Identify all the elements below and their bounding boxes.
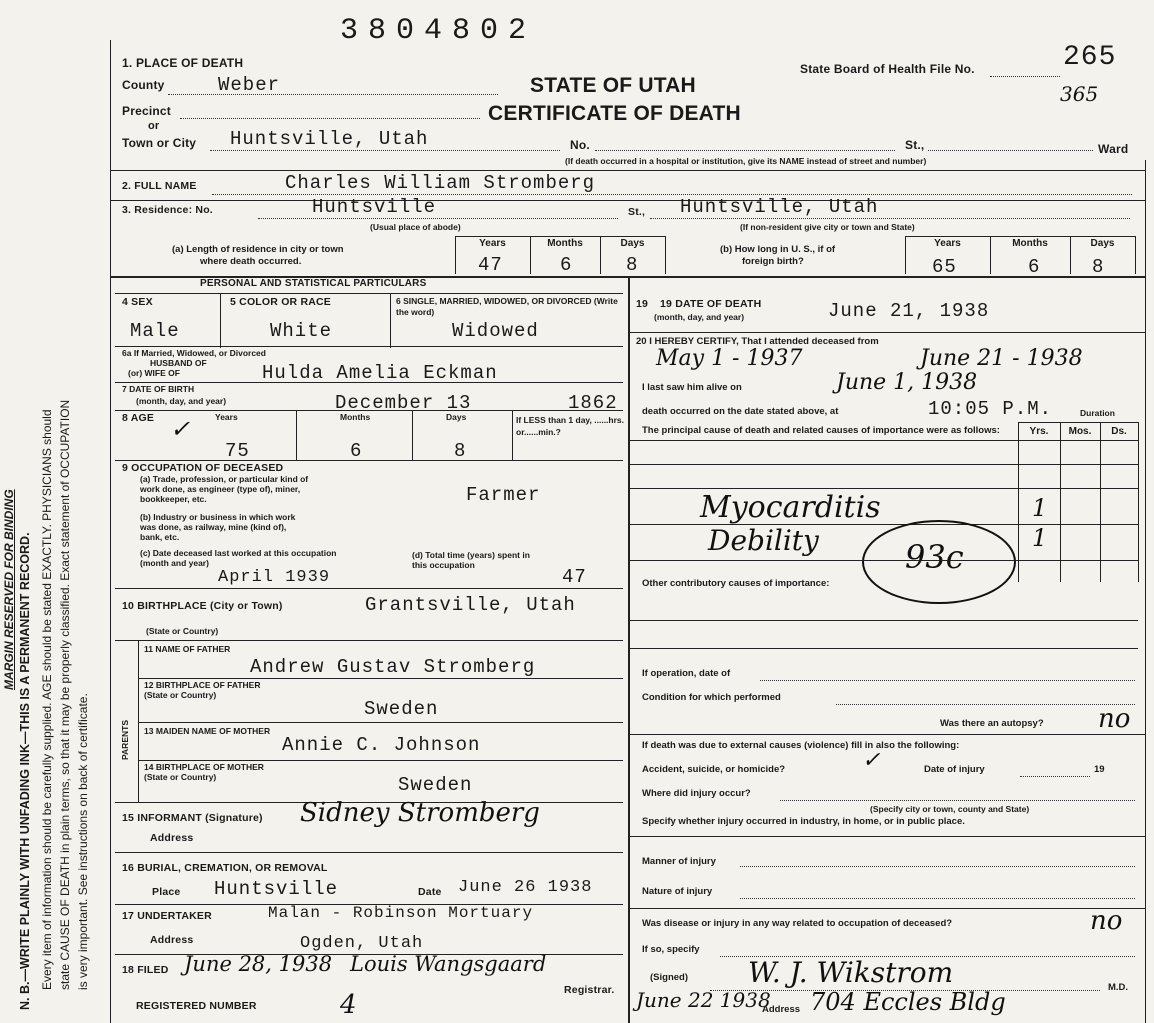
dob-value: December 13 (335, 392, 472, 414)
cause2-value: Debility (708, 524, 819, 557)
ds-header: Ds. (1111, 426, 1127, 437)
full-name-value: Charles William Stromberg (285, 172, 596, 194)
time-value: 10:05 P.M. (928, 398, 1053, 420)
sex-label: 4 SEX (122, 296, 153, 308)
precinct-label: Precinct (122, 104, 171, 118)
res-years-header: Years (479, 238, 506, 249)
birthplace-value: Grantsville, Utah (365, 594, 576, 616)
injury-date-label: Date of injury (924, 764, 985, 775)
marital-label: 6 SINGLE, MARRIED, WIDOWED, OR DIVORCED (Write the word) (396, 296, 618, 317)
town-value: Huntsville, Utah (230, 128, 429, 150)
ward-label: Ward (1098, 142, 1129, 156)
residence-st-label: St., (628, 206, 646, 218)
registered-number-value: 4 (340, 990, 357, 1020)
condition-label: Condition for which performed (642, 692, 781, 703)
cause1-years: 1 (1032, 494, 1048, 522)
birthplace-label: 10 BIRTHPLACE (City or Town) (122, 600, 283, 612)
sex-value: Male (130, 320, 180, 342)
signed-date: June 22 1938 (636, 988, 771, 1012)
cause-code: 93c (905, 538, 964, 576)
occupation-d-label: (d) Total time (years) spent in this occupation (412, 550, 530, 570)
dob-year: 1862 (568, 392, 618, 414)
margin-line2: Every item of information should be carefully supplied. AGE should be stated EXACTLY. PHYSICIANS should (40, 409, 54, 990)
res-days: 8 (626, 254, 639, 276)
occ-related-value: no (1090, 906, 1123, 936)
undertaker-label: 17 UNDERTAKER (122, 910, 212, 922)
last-saw-label: I last saw him alive on (642, 382, 742, 393)
nonres-note: (If non-resident give city or town and State) (740, 222, 915, 232)
burial-date-value: June 26 1938 (458, 878, 593, 897)
operation-label: If operation, date of (642, 668, 731, 679)
hospital-note: (If death occurred in a hospital or institution, give its NAME instead of street and number) (565, 156, 927, 166)
spouse-label-b: HUSBAND OF (150, 358, 207, 368)
occupation-heading: 9 OCCUPATION OF DECEASED (122, 462, 284, 474)
external-causes-label: If death was due to external causes (violence) fill in also the following: (642, 740, 960, 751)
burial-place-value: Huntsville (214, 878, 339, 900)
county-value: Weber (218, 74, 281, 96)
spouse-label-a: 6a If Married, Widowed, or Divorced (122, 348, 266, 358)
dod-number: 19 (636, 298, 649, 310)
registrar-label: Registrar. (564, 984, 615, 996)
full-name-label: 2. FULL NAME (122, 180, 197, 192)
age-label: 8 AGE (122, 412, 155, 424)
age-years: 75 (225, 440, 250, 462)
res-days-header: Days (620, 238, 645, 249)
dob-sub: (month, day, and year) (136, 396, 227, 406)
last-saw-value: June 1, 1938 (836, 370, 978, 395)
father-birthplace-label: 12 BIRTHPLACE OF FATHER (State or Country) (144, 680, 261, 700)
length-label-b: where death occurred. (200, 256, 302, 267)
autopsy-value: no (1098, 704, 1131, 734)
undertaker-address-label: Address (150, 934, 194, 946)
filed-label: 18 FILED (122, 964, 169, 976)
occurred-label: death occurred on the date stated above, at (642, 406, 839, 417)
age-years-header: Years (215, 412, 238, 422)
margin-reserved: MARGIN RESERVED FOR BINDING (2, 489, 16, 690)
mother-value: Annie C. Johnson (282, 734, 481, 756)
st-label: St., (905, 138, 925, 152)
physician-address-label: Address (762, 1004, 801, 1015)
occupation-a-label: (a) Trade, profession, or particular kind of work done, as engineer (type of), miner, bookkeeper, etc. (140, 474, 309, 504)
duration-label: Duration (1080, 408, 1115, 418)
serial-number: 3804802 (340, 14, 537, 48)
dod-value: June 21, 1938 (828, 300, 990, 322)
burial-place-label: Place (152, 886, 181, 898)
registrar-signature: Louis Wangsgaard (350, 952, 547, 976)
age-days-header: Days (446, 412, 467, 422)
file-no-handwritten: 365 (1060, 82, 1099, 106)
spouse-value: Hulda Amelia Eckman (262, 362, 498, 384)
mother-birthplace-label: 14 BIRTHPLACE OF MOTHER (State or Country) (144, 762, 264, 782)
res-months-header: Months (547, 238, 583, 249)
attended-to: June 21 - 1938 (920, 346, 1083, 371)
other-causes-label: Other contributory causes of importance: (642, 578, 830, 589)
signed-label: (Signed) (650, 972, 688, 983)
filed-value: June 28, 1938 (184, 952, 333, 976)
cause-label: The principal cause of death and related causes of importance were as follows: (642, 425, 1000, 436)
mother-label: 13 MAIDEN NAME OF MOTHER (144, 726, 271, 736)
margin-line4: is very important. See instructions on back of certificate. (76, 693, 90, 990)
informant-label: 15 INFORMANT (Signature) (122, 812, 263, 824)
mos-header: Mos. (1068, 426, 1092, 437)
occupation-value: Farmer (466, 484, 541, 506)
specify-injury-label: Specify whether injury occurred in industry, in home, or in public place. (642, 816, 965, 827)
place-heading: 1. PLACE OF DEATH (122, 56, 244, 70)
where-injury-label: Where did injury occur? (642, 788, 751, 799)
personal-heading: PERSONAL AND STATISTICAL PARTICULARS (200, 278, 427, 289)
title-certificate: CERTIFICATE OF DEATH (488, 102, 741, 125)
md-label: M.D. (1108, 982, 1129, 993)
us-years: 65 (932, 256, 957, 278)
specify-location-note: (Specify city or town, county and State) (870, 804, 1030, 814)
town-label: Town or City (122, 136, 197, 150)
left-margin-text (0, 0, 110, 1023)
age-days: 8 (454, 440, 467, 462)
margin-line3: state CAUSE OF DEATH in plain terms, so that it may be properly classified. Exact statement of OCCUPATION (58, 399, 72, 990)
age-check-mark: ✓ (170, 415, 191, 443)
occ-related-label: Was disease or injury in any way related to occupation of deceased? (642, 918, 953, 929)
age-months: 6 (350, 440, 363, 462)
total-time-value: 47 (562, 566, 587, 588)
physician-signature: W. J. Wikstrom (748, 956, 954, 989)
file-no: 265 (1063, 42, 1117, 73)
us-label-b: foreign birth? (742, 256, 804, 267)
attended-from: May 1 - 1937 (656, 346, 803, 371)
father-value: Andrew Gustav Stromberg (250, 656, 536, 678)
residence-value: Huntsville (312, 196, 437, 218)
margin-line1: N. B.—WRITE PLAINLY WITH UNFADING INK—THIS IS A PERMANENT RECORD. (18, 532, 32, 1010)
last-worked-value: April 1939 (218, 568, 331, 587)
autopsy-label: Was there an autopsy? (940, 718, 1044, 729)
color-value: White (270, 320, 333, 342)
us-years-header: Years (934, 238, 961, 249)
dod-sub: (month, day, and year) (654, 312, 745, 322)
father-label: 11 NAME OF FATHER (144, 644, 231, 654)
spouse-label-c: (or) WIFE OF (128, 368, 180, 378)
county-label: County (122, 78, 165, 92)
usual-note: (Usual place of abode) (370, 222, 461, 232)
or-label: or (148, 120, 160, 132)
dob-label: 7 DATE OF BIRTH (122, 384, 195, 394)
frame-left (110, 40, 111, 1023)
us-months: 6 (1028, 256, 1041, 278)
if-so-label: If so, specify (642, 944, 700, 955)
less-than-label: If LESS than 1 day, ......hrs. or......min.? (516, 415, 625, 437)
physician-address: 704 Eccles Bldg (810, 988, 1006, 1016)
file-no-label: State Board of Health File No. (800, 62, 975, 76)
dod-label: 19 DATE OF DEATH (660, 298, 762, 310)
us-months-header: Months (1012, 238, 1048, 249)
accident-check-mark: ✓ (862, 748, 881, 773)
parents-side-label: PARENTS (120, 720, 130, 760)
certify-label: 20 I HEREBY CERTIFY, That I attended deceased from (636, 336, 879, 347)
us-days: 8 (1092, 256, 1105, 278)
informant-address-label: Address (150, 832, 194, 844)
residence-city: Huntsville, Utah (680, 196, 879, 218)
yrs-header: Yrs. (1029, 426, 1049, 437)
registered-number-label: REGISTERED NUMBER (136, 1000, 257, 1012)
no-label: No. (570, 138, 590, 152)
manner-label: Manner of injury (642, 856, 716, 867)
occupation-b-label: (b) Industry or business in which work was done, as railway, mine (kind of), bank, etc. (140, 512, 296, 542)
cause2-years: 1 (1032, 524, 1048, 552)
age-months-header: Months (340, 412, 371, 422)
undertaker-address-value: Ogden, Utah (300, 934, 424, 953)
undertaker-value: Malan - Robinson Mortuary (268, 904, 534, 922)
father-birthplace-value: Sweden (364, 698, 439, 720)
marital-value: Widowed (452, 320, 539, 342)
res-months: 6 (560, 254, 573, 276)
frame-right (1145, 160, 1146, 1023)
informant-signature: Sidney Stromberg (300, 798, 540, 828)
us-label-a: (b) How long in U. S., if of (720, 244, 836, 255)
injury-year-label: 19 (1094, 764, 1105, 775)
res-years: 47 (478, 254, 503, 276)
birthplace-state-note: (State or Country) (146, 626, 219, 636)
residence-label: 3. Residence: No. (122, 204, 213, 216)
color-label: 5 COLOR OR RACE (230, 296, 332, 308)
mother-birthplace-value: Sweden (398, 774, 473, 796)
occupation-c-label: (c) Date deceased last worked at this occupation (month and year) (140, 548, 337, 568)
burial-label: 16 BURIAL, CREMATION, OR REMOVAL (122, 862, 328, 874)
us-days-header: Days (1090, 238, 1115, 249)
cause1-value: Myocarditis (700, 490, 881, 525)
length-label-a: (a) Length of residence in city or town (172, 244, 344, 255)
nature-label: Nature of injury (642, 886, 713, 897)
burial-date-label: Date (418, 886, 442, 898)
accident-label: Accident, suicide, or homicide? (642, 764, 786, 775)
title-state: STATE OF UTAH (530, 74, 696, 97)
